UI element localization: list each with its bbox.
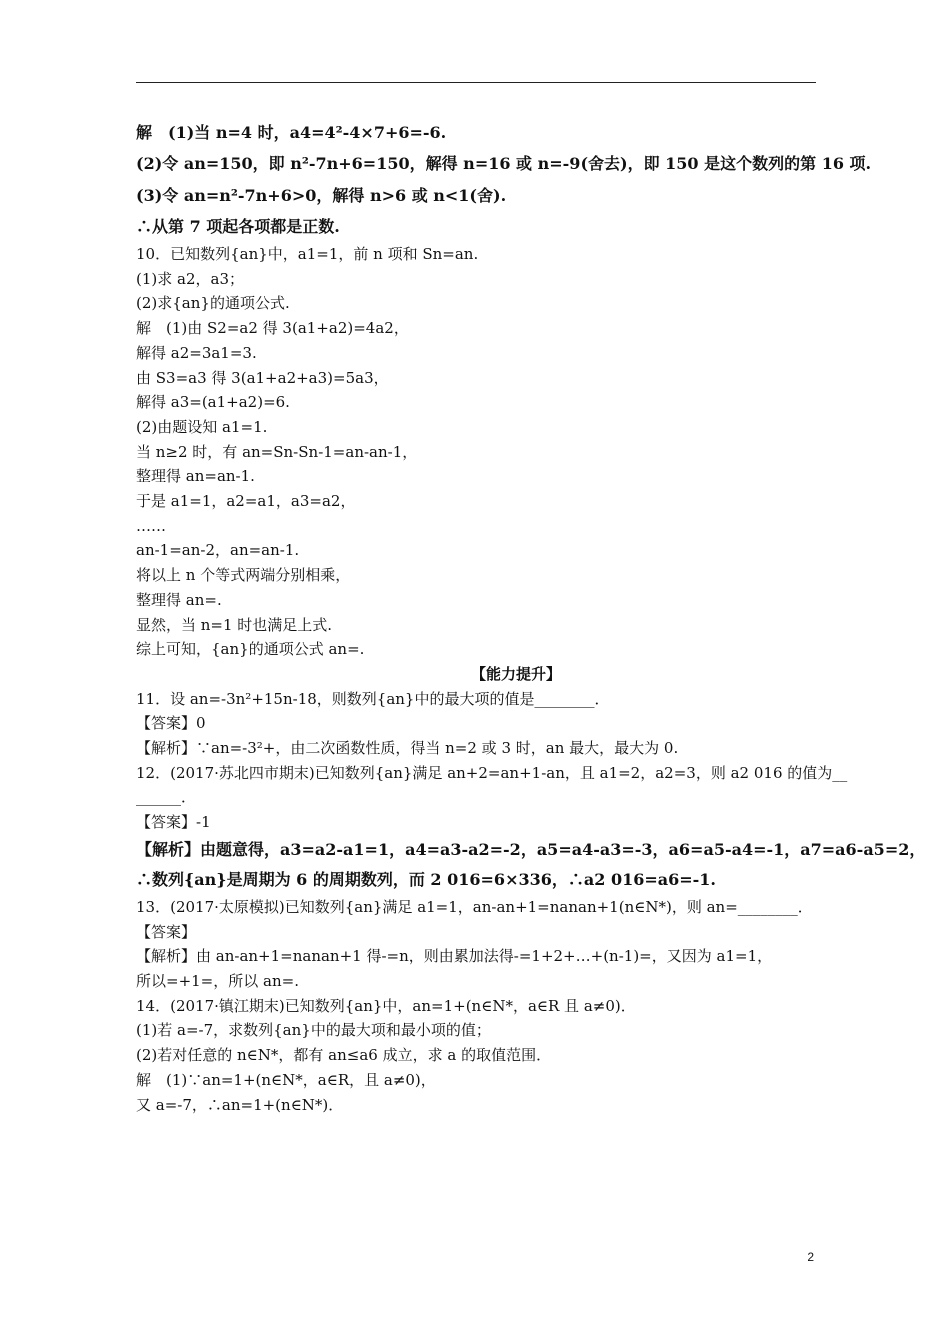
page-content bbox=[136, 118, 926, 1117]
solution-9-part-1: 解 (1)当 n=4 时，a4=4²-4×7+6=-6. bbox=[136, 123, 447, 142]
page-number: 2 bbox=[807, 1250, 814, 1264]
solution-10-ellipsis: …… bbox=[136, 516, 166, 535]
solution-10-line: 综上可知，{an}的通项公式 an=. bbox=[136, 640, 365, 659]
solution-10-line: 解得 a3=(a1+a2)=6. bbox=[136, 393, 290, 412]
solution-9-conclusion: ∴从第 7 项起各项都是正数. bbox=[136, 217, 340, 236]
solution-10-line: 当 n≥2 时，有 an=Sn-Sn-1=an-an-1， bbox=[136, 442, 418, 461]
problem-14-q1: (1)若 a=-7，求数列{an}中的最大项和最小项的值； bbox=[136, 1021, 491, 1040]
solution-10-line: 解得 a2=3a1=3. bbox=[136, 343, 257, 362]
solution-10-line: (2)由题设知 a1=1. bbox=[136, 417, 268, 436]
solution-10-line: 整理得 an=an-1. bbox=[136, 467, 255, 486]
problem-13-analysis: 【解析】由 an-an+1=nanan+1 得-=n，则由累加法得-=1+2+…+(n-1)=，又因为 a1=1， bbox=[136, 947, 773, 966]
solution-9-part-3: (3)令 an=n²-7n+6>0，解得 n>6 或 n<1(舍). bbox=[136, 186, 507, 205]
problem-10-statement: 10．已知数列{an}中，a1=1，前 n 项和 Sn=an. bbox=[136, 245, 479, 263]
solution-10-line: 显然，当 n=1 时也满足上式. bbox=[136, 615, 333, 634]
problem-11-statement: 11．设 an=-3n²+15n-18，则数列{an}中的最大项的值是________． bbox=[136, 689, 610, 708]
problem-12-statement-cont: ______． bbox=[136, 788, 197, 807]
header-rule bbox=[136, 82, 816, 83]
problem-12-analysis: 【解析】由题意得，a3=a2-a1=1，a4=a3-a2=-2，a5=a4-a3=-3，a6=a5-a4=-1，a7=a6-a5=2， bbox=[136, 839, 926, 859]
problem-14-q2: (2)若对任意的 n∈N*，都有 an≤a6 成立，求 a 的取值范围． bbox=[136, 1046, 552, 1065]
solution-14-line: 又 a=-7，∴an=1+(n∈N*)． bbox=[136, 1095, 344, 1114]
section-heading: 【能力提升】 bbox=[470, 664, 561, 683]
problem-11-answer: 【答案】0 bbox=[136, 714, 206, 733]
solution-10-line: 于是 a1=1，a2=a1，a3=a2， bbox=[136, 492, 356, 511]
solution-10-line: an-1=an-2，an=an-1. bbox=[136, 541, 300, 560]
problem-13-answer: 【答案】 bbox=[136, 922, 197, 941]
problem-10-q2: (2)求{an}的通项公式. bbox=[136, 294, 290, 313]
problem-10-q1: (1)求 a2，a3； bbox=[136, 269, 244, 288]
solution-14-line: 解 (1)∵an=1+(n∈N*，a∈R，且 a≠0)， bbox=[136, 1070, 436, 1089]
solution-10-line: 解 (1)由 S2=a2 得 3(a1+a2)=4a2， bbox=[136, 319, 409, 338]
problem-12-statement: 12．(2017·苏北四市期末)已知数列{an}满足 an+2=an+1-an，且 a1=2，a2=3，则 a2 016 的值为__ bbox=[136, 763, 848, 782]
problem-13-statement: 13．(2017·太原模拟)已知数列{an}满足 a1=1，an-an+1=nanan+1(n∈N*)，则 an=________． bbox=[136, 897, 813, 916]
solution-9-part-2: (2)令 an=150，即 n²-7n+6=150，解得 n=16 或 n=-9(舍去)，即 150 是这个数列的第 16 项. bbox=[136, 154, 872, 173]
solution-10-line: 将以上 n 个等式两端分别相乘， bbox=[136, 566, 351, 585]
problem-13-analysis-cont: 所以=+1=，所以 an=. bbox=[136, 971, 299, 990]
solution-10-line: 由 S3=a3 得 3(a1+a2+a3)=5a3， bbox=[136, 368, 389, 387]
problem-14-statement: 14．(2017·镇江期末)已知数列{an}中，an=1+(n∈N*，a∈R 且 a≠0)． bbox=[136, 996, 636, 1015]
problem-11-analysis: 【解析】∵an=-3²+，由二次函数性质，得当 n=2 或 3 时，an 最大，最大为 0. bbox=[136, 739, 679, 758]
problem-12-analysis-cont: ∴数列{an}是周期为 6 的周期数列，而 2 016=6×336，∴a2 016=a6=-1. bbox=[136, 869, 716, 889]
problem-12-answer: 【答案】-1 bbox=[136, 813, 211, 832]
solution-10-line: 整理得 an=. bbox=[136, 590, 222, 609]
